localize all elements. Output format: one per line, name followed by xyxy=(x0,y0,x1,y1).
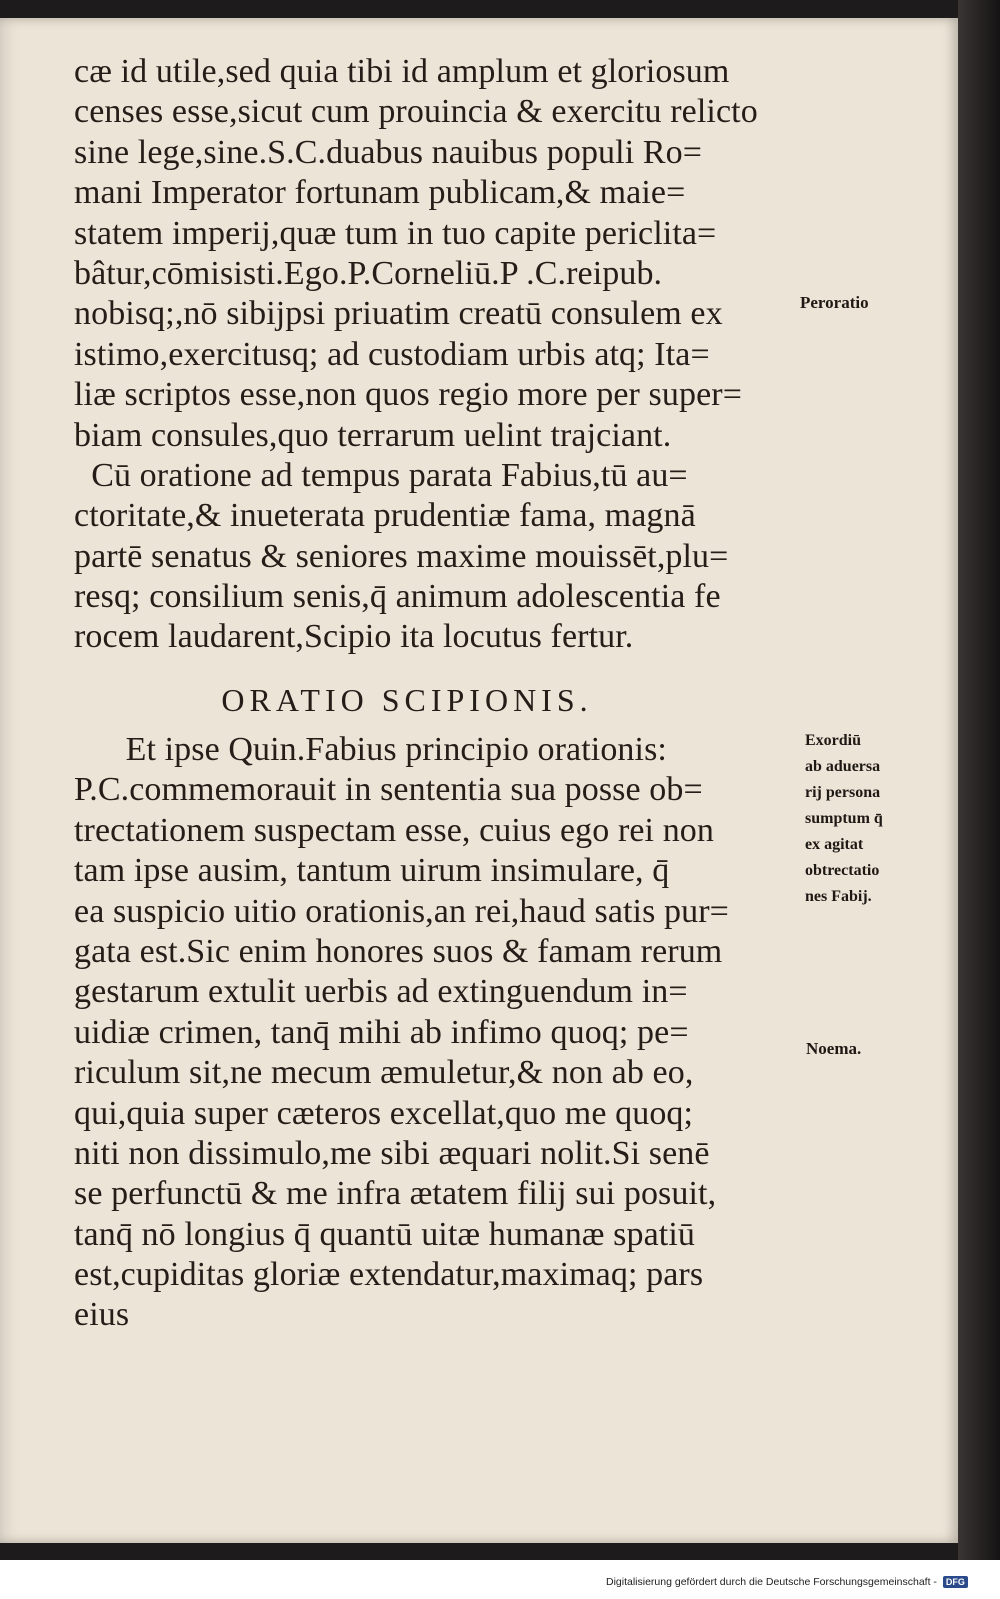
text-line: biam consules,quo terrarum uelint trajciant. xyxy=(74,416,672,454)
section-heading: ORATIO SCIPIONIS. xyxy=(221,682,593,718)
text-line: ctoritate,& inueterata prudentiæ fama, magnā xyxy=(74,497,696,535)
text-line: bâtur,cōmisisti.Ego.P.Corneliū.P .C.reipub. xyxy=(74,254,663,292)
text-line: riculum sit,ne mecum æmuletur,& non ab eo, xyxy=(74,1054,694,1092)
text-line: cæ id utile,sed quia tibi id amplum et gloriosum xyxy=(74,53,730,90)
margin-note-peroratio: Peroratio xyxy=(800,293,869,312)
text-line: resq; consilium senis,q̄ animum adolescentia fe xyxy=(74,578,721,616)
margin-note-noema: Noema. xyxy=(806,1039,862,1058)
margin-note-line: ex agitat xyxy=(805,836,864,853)
margin-note-line: Exordiū xyxy=(805,732,862,749)
margin-note-line: ab aduersa xyxy=(805,758,881,775)
book-spine-shadow xyxy=(958,0,1000,1560)
text-line: est,cupiditas gloriæ extendatur,maximaq; pars xyxy=(74,1256,704,1294)
text-line: istimo,exercitusq; ad custodiam urbis atq; Ita= xyxy=(74,335,710,373)
margin-note-line: nes Fabij. xyxy=(805,888,872,905)
text-line: uidiæ crimen, tanq̄ mihi ab infimo quoq; pe= xyxy=(74,1013,689,1051)
text-line: nobisq;,nō sibijpsi priuatim creatū consulem ex xyxy=(74,295,723,333)
text-line: qui,quia super cæteros excellat,quo me quoq; xyxy=(74,1094,694,1132)
text-line: tam ipse ausim, tantum uirum insimulare, q̄ xyxy=(74,852,670,890)
text-block-bottom xyxy=(74,730,814,1336)
dfg-logo: DFG xyxy=(943,1576,968,1588)
text-line: Et ipse Quin.Fabius principio orationis: xyxy=(74,731,667,768)
text-line: sine lege,sine.S.C.duabus nauibus populi Ro= xyxy=(74,133,702,171)
text-line: se perfunctū & me infra ætatem filij sui posuit, xyxy=(74,1175,717,1213)
text-line: liæ scriptos esse,non quos regio more per super= xyxy=(74,376,742,414)
text-block-top xyxy=(74,52,814,658)
text-line: Cū oratione ad tempus parata Fabius,tū au= xyxy=(74,456,688,494)
text-line: eius xyxy=(74,1296,130,1334)
margin-note-line: obtrectatio xyxy=(805,862,880,879)
text-line: P.C.commemorauit in sententia sua posse ob= xyxy=(74,771,703,809)
text-line: gestarum extulit uerbis ad extinguendum in= xyxy=(74,973,688,1011)
text-line: trectationem suspectam esse, cuius ego rei non xyxy=(74,811,715,849)
text-line: statem imperij,quæ tum in tuo capite periclita= xyxy=(74,214,717,252)
digitization-credit xyxy=(606,1576,968,1588)
text-line: niti non dissimulo,me sibi æquari nolit.Si senē xyxy=(74,1134,710,1172)
margin-note-line: sumptum q̄ xyxy=(805,810,883,827)
margin-note-exordium xyxy=(805,728,883,910)
credit-text: Digitalisierung gefördert durch die Deutsche Forschungsgemeinschaft - xyxy=(606,1576,937,1588)
text-line: censes esse,sicut cum prouincia & exercitu relicto xyxy=(74,93,758,131)
margin-note-line: rij persona xyxy=(805,784,881,801)
text-line: gata est.Sic enim honores suos & famam rerum xyxy=(74,932,723,970)
text-line: ea suspicio uitio orationis,an rei,haud satis pur= xyxy=(74,892,729,930)
text-line: tanq̄ nō longius q̄ quantū uitæ humanæ spatiū xyxy=(74,1215,695,1253)
text-line: mani Imperator fortunam publicam,& maie= xyxy=(74,174,686,212)
text-line: partē senatus & seniores maxime mouissēt,plu= xyxy=(74,537,729,575)
text-line: rocem laudarent,Scipio ita locutus fertur. xyxy=(74,618,634,656)
